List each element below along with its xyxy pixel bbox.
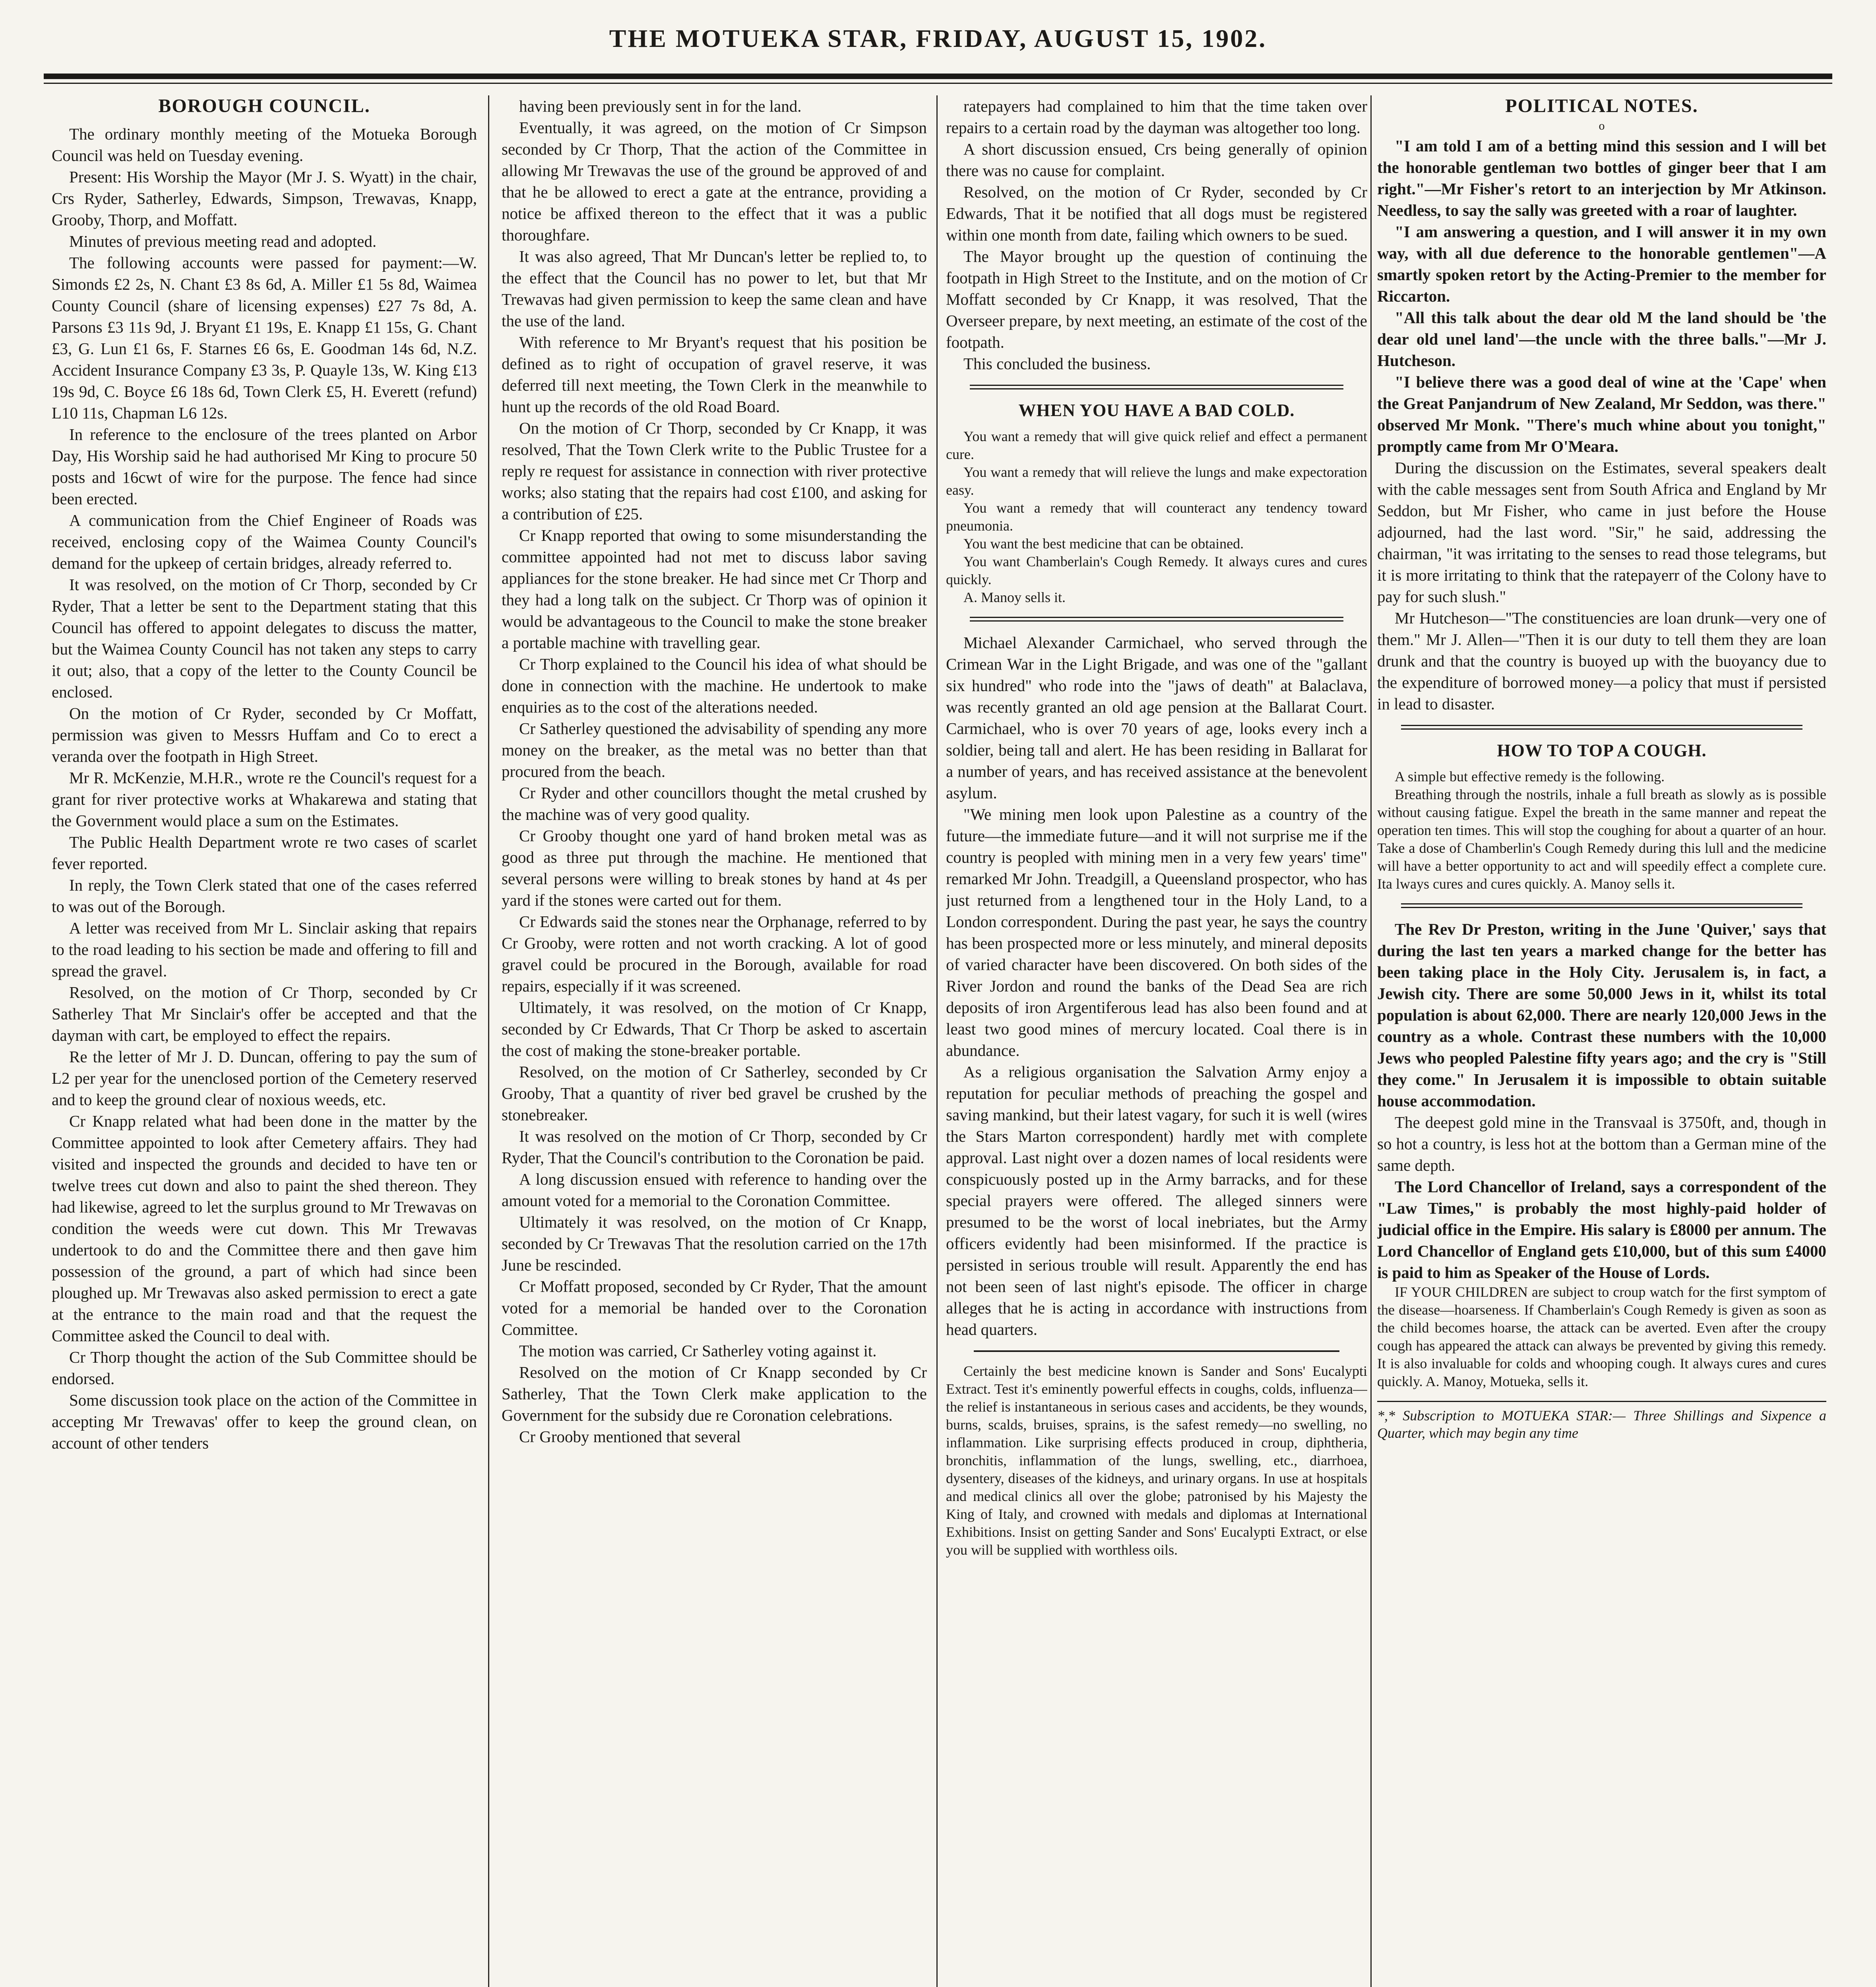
paragraph: Cr Edwards said the stones near the Orphanage, referred to by Cr Grooby, were rotten and not worth cracking. A lot of good gravel could be procured in the Borough, available for road repairs, especially if it was screened. xyxy=(502,912,927,995)
paragraph: Michael Alexander Carmichael, who served through the Crimean War in the Light Brigade, and was one of the "gallant six hundred" who rode into the "jaws of death" at Balaclava, was recently granted an old age pension at the Ballarat Court. Carmichael, who is over 70 years of age, looks every inch a soldier, being tall and alert. He has been residing in Ballarat for a number of years, and has received assistance at the benevolent asylum. xyxy=(946,633,1367,802)
advert-line: You want the best medicine that can be obtained. xyxy=(963,536,1244,552)
political-notes-heading: POLITICAL NOTES. xyxy=(1505,95,1698,116)
paragraph: Cr Grooby mentioned that several xyxy=(519,1427,741,1446)
masthead: THE MOTUEKA STAR, FRIDAY, AUGUST 15, 1902. xyxy=(609,24,1267,52)
paragraph: Ultimately, it was resolved, on the motion of Cr Knapp, seconded by Cr Edwards, That Cr Thorp be asked to ascertain the cost of making the stone-breaker portable. xyxy=(502,998,927,1059)
column-divider xyxy=(936,95,938,1987)
article-heading: BOROUGH COUNCIL. xyxy=(158,95,370,116)
advert-line: You want Chamberlain's Cough Remedy. It always cures and cures quickly. xyxy=(946,554,1367,587)
paragraph: As a religious organisation the Salvation Army enjoy a reputation for peculiar methods of preaching the gospel and saving mankind, but their latest vagary, for such it is well (wires the Stars Marton correspondent) hardly met with complete approval. Last night over a dozen names of local residents were conspicuously posted up in the Army barracks, and for these special prayers were offered. The alleged sinners were presumed to be the worst of local inebriates, but the Army officers evidently had been misinformed. If the practice is persisted in serious trouble will result. Apparently the end has not been seen of last night's episode. The officer in charge alleges that he is acting in accordance with instructions from head quarters. xyxy=(946,1063,1367,1338)
paragraph: "I believe there was a good deal of wine at the 'Cape' when the Great Panjandrum of New Zealand, Mr Seddon, was there." observed Mr Monk. "There's much whine about you tonight," promptly came from Mr O'Meara. xyxy=(1377,373,1826,455)
paragraph: A communication from the Chief Engineer of Roads was received, enclosing copy of the Waimea County Council's demand for the upkeep of certain bridges, already referred to. xyxy=(52,511,477,572)
paragraph: Cr Ryder and other councillors thought the metal crushed by the machine was of very good quality. xyxy=(502,784,927,823)
section-divider xyxy=(1401,903,1802,908)
paragraph: A short discussion ensued, Crs being generally of opinion there was no cause for complaint. xyxy=(946,140,1367,180)
advert-line: Breathing through the nostrils, inhale a full breath as slowly as is possible without causing fatigue. Expel the breath in the same manner and repeat the operation ten times. This will stop the coughing for about a quarter of an hour. Take a dose of Chamberlin's Cough Remedy during this lull and the medicine will have a better opportunity to act and will speedily effect a complete cure. Ita lways cures and cures quickly. A. Manoy sells it. xyxy=(1377,786,1826,892)
eucalypti-advert: Certainly the best medicine known is Sander and Sons' Eucalypti Extract. Test it's eminently powerful effects in coughs, colds, influenza—the relief is instantaneous in serious cases and accidents, be they wounds, burns, scalds, bruises, sprains, is the safest remedy—no swelling, no inflammation. Like surprising effects produced in croup, diphtheria, bronchitis, inflammation of the lungs, swelling, etc., diarrhoea, dysentery, diseases of the kidneys, and urinary organs. In use at hospitals and medical clinics all over the globe; patronised by his Majesty the King of Italy, and crowned with medals and diplomas at International Exhibitions. Insist on getting Sander and Sons' Eucalypti Extract, or else you will be supplied with worthless oils. xyxy=(946,1363,1367,1558)
advert-line: A. Manoy sells it. xyxy=(963,589,1066,605)
paragraph: The Mayor brought up the question of continuing the footpath in High Street to the Institute, and on the motion of Cr Moffatt seconded by Cr Knapp, it was resolved, That the Overseer prepare, by next meeting, an estimate of the cost of the footpath. xyxy=(946,247,1367,351)
masthead-rule-thin xyxy=(44,83,1832,84)
paragraph: Cr Satherley questioned the advisability of spending any more money on the breaker, as the metal was no better than that procured from the beach. xyxy=(502,719,927,780)
cold-advert xyxy=(946,428,1367,606)
column-divider xyxy=(1370,95,1372,1987)
paragraph: The Lord Chancellor of Ireland, says a correspondent of the "Law Times," is probably the most highly-paid holder of judicial office in the Empire. His salary is £8000 per annum. The Lord Chancellor of England gets £10,000, but of this sum £4000 is paid to him as Speaker of the House of Lords. xyxy=(1377,1177,1826,1282)
paragraph: The Rev Dr Preston, writing in the June 'Quiver,' says that during the last ten years a marked change for the better has been taking place in the Holy City. Jerusalem is, in fact, a Jewish city. There are some 50,000 Jews in it, whilst its total population is about 62,000. There are nearly 120,000 Jews in the country as a whole. Contrast these numbers with the 10,000 Jews who peopled Palestine fifty years ago; and the cry is "Still they come." In Jerusalem it is impossible to obtain suitable house accommodation. xyxy=(1377,920,1826,1110)
paragraph: Cr Grooby thought one yard of hand broken metal was as good as three put through the machine. He mentioned that several persons were willing to break stones by hand at 4s per yard if the stones were carted out for them. xyxy=(502,827,927,909)
paragraph: Eventually, it was agreed, on the motion of Cr Simpson seconded by Cr Thorp, That the action of the Committee in allowing Mr Trewavas the use of the ground be approved of and that he be allowed to erect a gate at the entrance, providing a notice be affixed thereon to the effect that it was a public thoroughfare. xyxy=(502,118,927,244)
advert-line: A simple but effective remedy is the following. xyxy=(1395,769,1665,784)
paragraph: In reply, the Town Clerk stated that one of the cases referred to was out of the Borough. xyxy=(52,876,477,916)
paragraph: It was resolved, on the motion of Cr Thorp, seconded by Cr Ryder, That a letter be sent to the Department stating that this Council has offered to appoint delegates to discuss the matter, but the Waimea County Council has not taken any steps to carry it out; also, that a copy of the letter to the County Council be enclosed. xyxy=(52,575,477,701)
paragraph: ratepayers had complained to him that the time taken over repairs to a certain road by the dayman was altogether too long. xyxy=(946,97,1367,137)
paragraph: Cr Thorp thought the action of the Sub Committee should be endorsed. xyxy=(52,1348,477,1388)
paragraph: Cr Knapp related what had been done in the matter by the Committee appointed to look after Cemetery affairs. They had visited and inspected the grounds and decided to have ten or twelve trees cut down and also to paint the shed thereon. They had likewise, agreed to let the surplus ground to Mr Trewavas on condition the weeds were cut down. This Mr Trewavas undertook to do and the Committee there and then gave him possession of the ground, a part of which had since been ploughed up. Mr Trewavas also asked permission to erect a gate at the entrance to the main road and that the request the Committee asked the Council to deal with. xyxy=(52,1112,477,1345)
paragraph: A letter was received from Mr L. Sinclair asking that repairs to the road leading to his section be made and offering to fill and spread the gravel. xyxy=(52,919,477,980)
paragraph: A long discussion ensued with reference to handing over the amount voted for a memorial to the Coronation Committee. xyxy=(502,1170,927,1210)
paragraph: Minutes of previous meeting read and adopted. xyxy=(69,232,377,250)
paragraph: In reference to the enclosure of the trees planted on Arbor Day, His Worship said he had authorised Mr King to procure 50 posts and 16cwt of wire for the purpose. The fence had since been erected. xyxy=(52,425,477,508)
paragraph: On the motion of Cr Ryder, seconded by Cr Moffatt, permission was given to Messrs Huffam and Co to erect a veranda over the footpath in High Street. xyxy=(52,704,477,765)
section-divider xyxy=(970,385,1343,389)
paragraph: Resolved, on the motion of Cr Thorp, seconded by Cr Satherley That Mr Sinclair's offer be accepted and that the dayman with cart, be employed to effect the repairs. xyxy=(52,983,477,1044)
paragraph: Re the letter of Mr J. D. Duncan, offering to pay the sum of L2 per year for the unenclosed portion of the Cemetery reserved and to keep the ground clear of noxious weeds, etc. xyxy=(52,1048,477,1109)
paragraph: "We mining men look upon Palestine as a country of the future—the immediate future—and it will not surprise me if the country is peopled with mining men in a very few years' time" remarked Mr John. Treadgill, a Queensland prospector, who has just returned from a lengthened tour in the Holy Land, to a London correspondent. During the past year, he says the country has been prospected more or less minutely, and mineral deposits of varied character have been discovered. On both sides of the River Jordon and round the banks of the Dead Sea are rich deposits of iron Argentiferous lead has also been found and at least two good mines of mercury located. Coal there is in abundance. xyxy=(946,805,1367,1059)
advert-line: You want a remedy that will give quick relief and effect a permanent cure. xyxy=(946,428,1367,462)
masthead-rule xyxy=(44,74,1832,79)
paragraph: having been previously sent in for the land. xyxy=(519,97,802,115)
article-body xyxy=(52,123,477,1454)
paragraph: The motion was carried, Cr Satherley voting against it. xyxy=(519,1342,877,1360)
paragraph: Some discussion took place on the action of the Committee in accepting Mr Trewavas' offer to keep the ground clean, on account of other tenders xyxy=(52,1391,477,1452)
section-divider xyxy=(970,617,1343,622)
paragraph: Resolved on the motion of Cr Knapp seconded by Cr Satherley, That the Town Clerk make application to the Government for the subsidy due re Coronation celebrations. xyxy=(502,1363,927,1424)
paragraph: The following accounts were passed for payment:—W. Simonds £2 2s, N. Chant £3 8s 6d, A. Miller £1 5s 8d, Waimea County Council (share of licensing expenses) £27 7s 8d, A. Parsons £3 11s 9d, J. Bryant £1 19s, E. Knapp £1 15s, G. Chant £3, G. Lun £1 6s, F. Starnes £6 6s, E. Goodman 14s 6d, N.Z. Accident Insurance Company £3 3s, P. Quayle 13s, W. King £13 19s 9d, C. Boyce £6 18s 6d, Town Clerk £5, H. Everett (refund) L10 11s, Chapman L6 12s. xyxy=(52,254,477,422)
paragraph: The ordinary monthly meeting of the Motueka Borough Council was held on Tuesday evening. xyxy=(52,125,477,165)
paragraph: Mr Hutcheson—"The constituencies are loan drunk—very one of them." Mr J. Allen—"Then it is our duty to tell them they are loan drunk and that the country is buoyed up with the buoyancy due to the expenditure of borrowed money—a policy that must if persisted in lead to disaster. xyxy=(1377,609,1826,713)
subscription-notice: *,* Subscription to MOTUEKA STAR:— Three Shillings and Sixpence a Quarter, which may begin any time xyxy=(1377,1401,1826,1442)
paragraph: With reference to Mr Bryant's request that his position be defined as to right of occupation of gravel reserve, it was deferred till next meeting, the Town Clerk in the meanwhile to hunt up the records of the old Road Board. xyxy=(502,333,927,416)
paragraph: It was resolved on the motion of Cr Thorp, seconded by Cr Ryder, That the Council's contribution to the Coronation be paid. xyxy=(502,1127,927,1167)
column-3 xyxy=(946,95,1367,1987)
paragraph: Ultimately it was resolved, on the motion of Cr Knapp, seconded by Cr Trewavas That the resolution carried on the 17th June be rescinded. xyxy=(502,1213,927,1274)
column-1 xyxy=(52,95,477,1987)
croup-advert: IF YOUR CHILDREN are subject to croup watch for the first symptom of the disease—hoarseness. If Chamberlain's Cough Remedy is given as soon as the child becomes hoarse, the attack can be averted. Even after the croupy cough has appeared the attack can always be prevented by giving this remedy. It is also invaluable for colds and whooping cough. It always cures and cures quickly. A. Manoy, Motueka, sells it. xyxy=(1377,1284,1826,1389)
paragraph: Resolved, on the motion of Cr Ryder, seconded by Cr Edwards, That it be notified that all dogs must be registered within one month from date, failing which owners to be sued. xyxy=(946,183,1367,244)
column-4 xyxy=(1377,95,1826,1987)
column-2 xyxy=(502,95,927,1987)
paragraph: Cr Moffatt proposed, seconded by Cr Ryder, That the amount voted for a memorial be handed over to the Coronation Committee. xyxy=(502,1277,927,1338)
paragraph: It was also agreed, That Mr Duncan's letter be replied to, to the effect that the Council has no power to let, but that Mr Trewavas had given permission to keep the same clean and have the use of the land. xyxy=(502,247,927,330)
paragraph: Cr Thorp explained to the Council his idea of what should be done in connection with the machine. He undertook to make enquiries as to the cost of the alterations needed. xyxy=(502,655,927,716)
paragraph: The deepest gold mine in the Transvaal is 3750ft, and, though in so hot a country, is less hot at the bottom than a German mine of the same depth. xyxy=(1377,1113,1826,1174)
paragraph: Resolved, on the motion of Cr Satherley, seconded by Cr Grooby, That a quantity of river bed gravel be crushed by the stonebreaker. xyxy=(502,1063,927,1124)
paragraph: During the discussion on the Estimates, several speakers dealt with the cable messages sent from South Africa and England by Mr Seddon, but Mr Fisher, who came in just before the House adjourned, had the last word. "Sir," he said, addressing the chairman, "it was irritating to the senses to read those telegrams, but it is more irritating to think that the ratepayerr of the Colony have to pay for such slush." xyxy=(1377,459,1826,606)
section-divider xyxy=(1401,725,1802,730)
paragraph: Present: His Worship the Mayor (Mr J. S. Wyatt) in the chair, Crs Ryder, Satherley, Edwards, Simpson, Trewavas, Knapp, Grooby, Thorp, and Moffatt. xyxy=(52,168,477,229)
paragraph: "I am answering a question, and I will answer it in my own way, with all due deference to the honorable gentlemen"—A smartly spoken retort by the Acting-Premier to the member for Riccarton. xyxy=(1377,223,1826,305)
paragraph: The Public Health Department wrote re two cases of scarlet fever reported. xyxy=(52,833,477,873)
paragraph: "I am told I am of a betting mind this session and I will bet the honorable gentleman two bottles of ginger beer that I am right."—Mr Fisher's retort to an interjection by Mr Atkinson. Needless, to say the sally was greeted with a roar of laughter. xyxy=(1377,137,1826,219)
column-divider xyxy=(488,95,489,1987)
cough-advert xyxy=(1377,768,1826,893)
paragraph: This concluded the business. xyxy=(963,354,1151,373)
advert-heading: HOW TO TOP A COUGH. xyxy=(1497,741,1707,760)
section-divider xyxy=(974,1350,1339,1352)
advert-line: You want a remedy that will counteract any tendency toward pneumonia. xyxy=(946,500,1367,534)
paragraph: Cr Knapp reported that owing to some misunderstanding the committee appointed had not met to discuss labor saving appliances for the stone breaker. He had since met Cr Thorp and they had a long talk on the subject. Cr Thorp was of opinion it would be advantageous to the Council to make the stone breaker a portable machine with travelling gear. xyxy=(502,526,927,652)
advert-heading: WHEN YOU HAVE A BAD COLD. xyxy=(1018,401,1295,420)
ornament: o xyxy=(1599,119,1605,132)
paragraph: "All this talk about the dear old M the land should be 'the dear old unel land'—the uncle with the three balls."—Mr J. Hutcheson. xyxy=(1377,308,1826,370)
paragraph: Mr R. McKenzie, M.H.R., wrote re the Council's request for a grant for river protective works at Whakarewa and stating that the Government would place a sum on the Estimates. xyxy=(52,769,477,830)
advert-line: You want a remedy that will relieve the lungs and make expectoration easy. xyxy=(946,464,1367,498)
paragraph: On the motion of Cr Thorp, seconded by Cr Knapp, it was resolved, That the Town Clerk write to the Public Trustee for a reply re request for assistance in connection with river protective works; also stating that the repairs had cost £100, and asking for a contribution of £25. xyxy=(502,419,927,523)
